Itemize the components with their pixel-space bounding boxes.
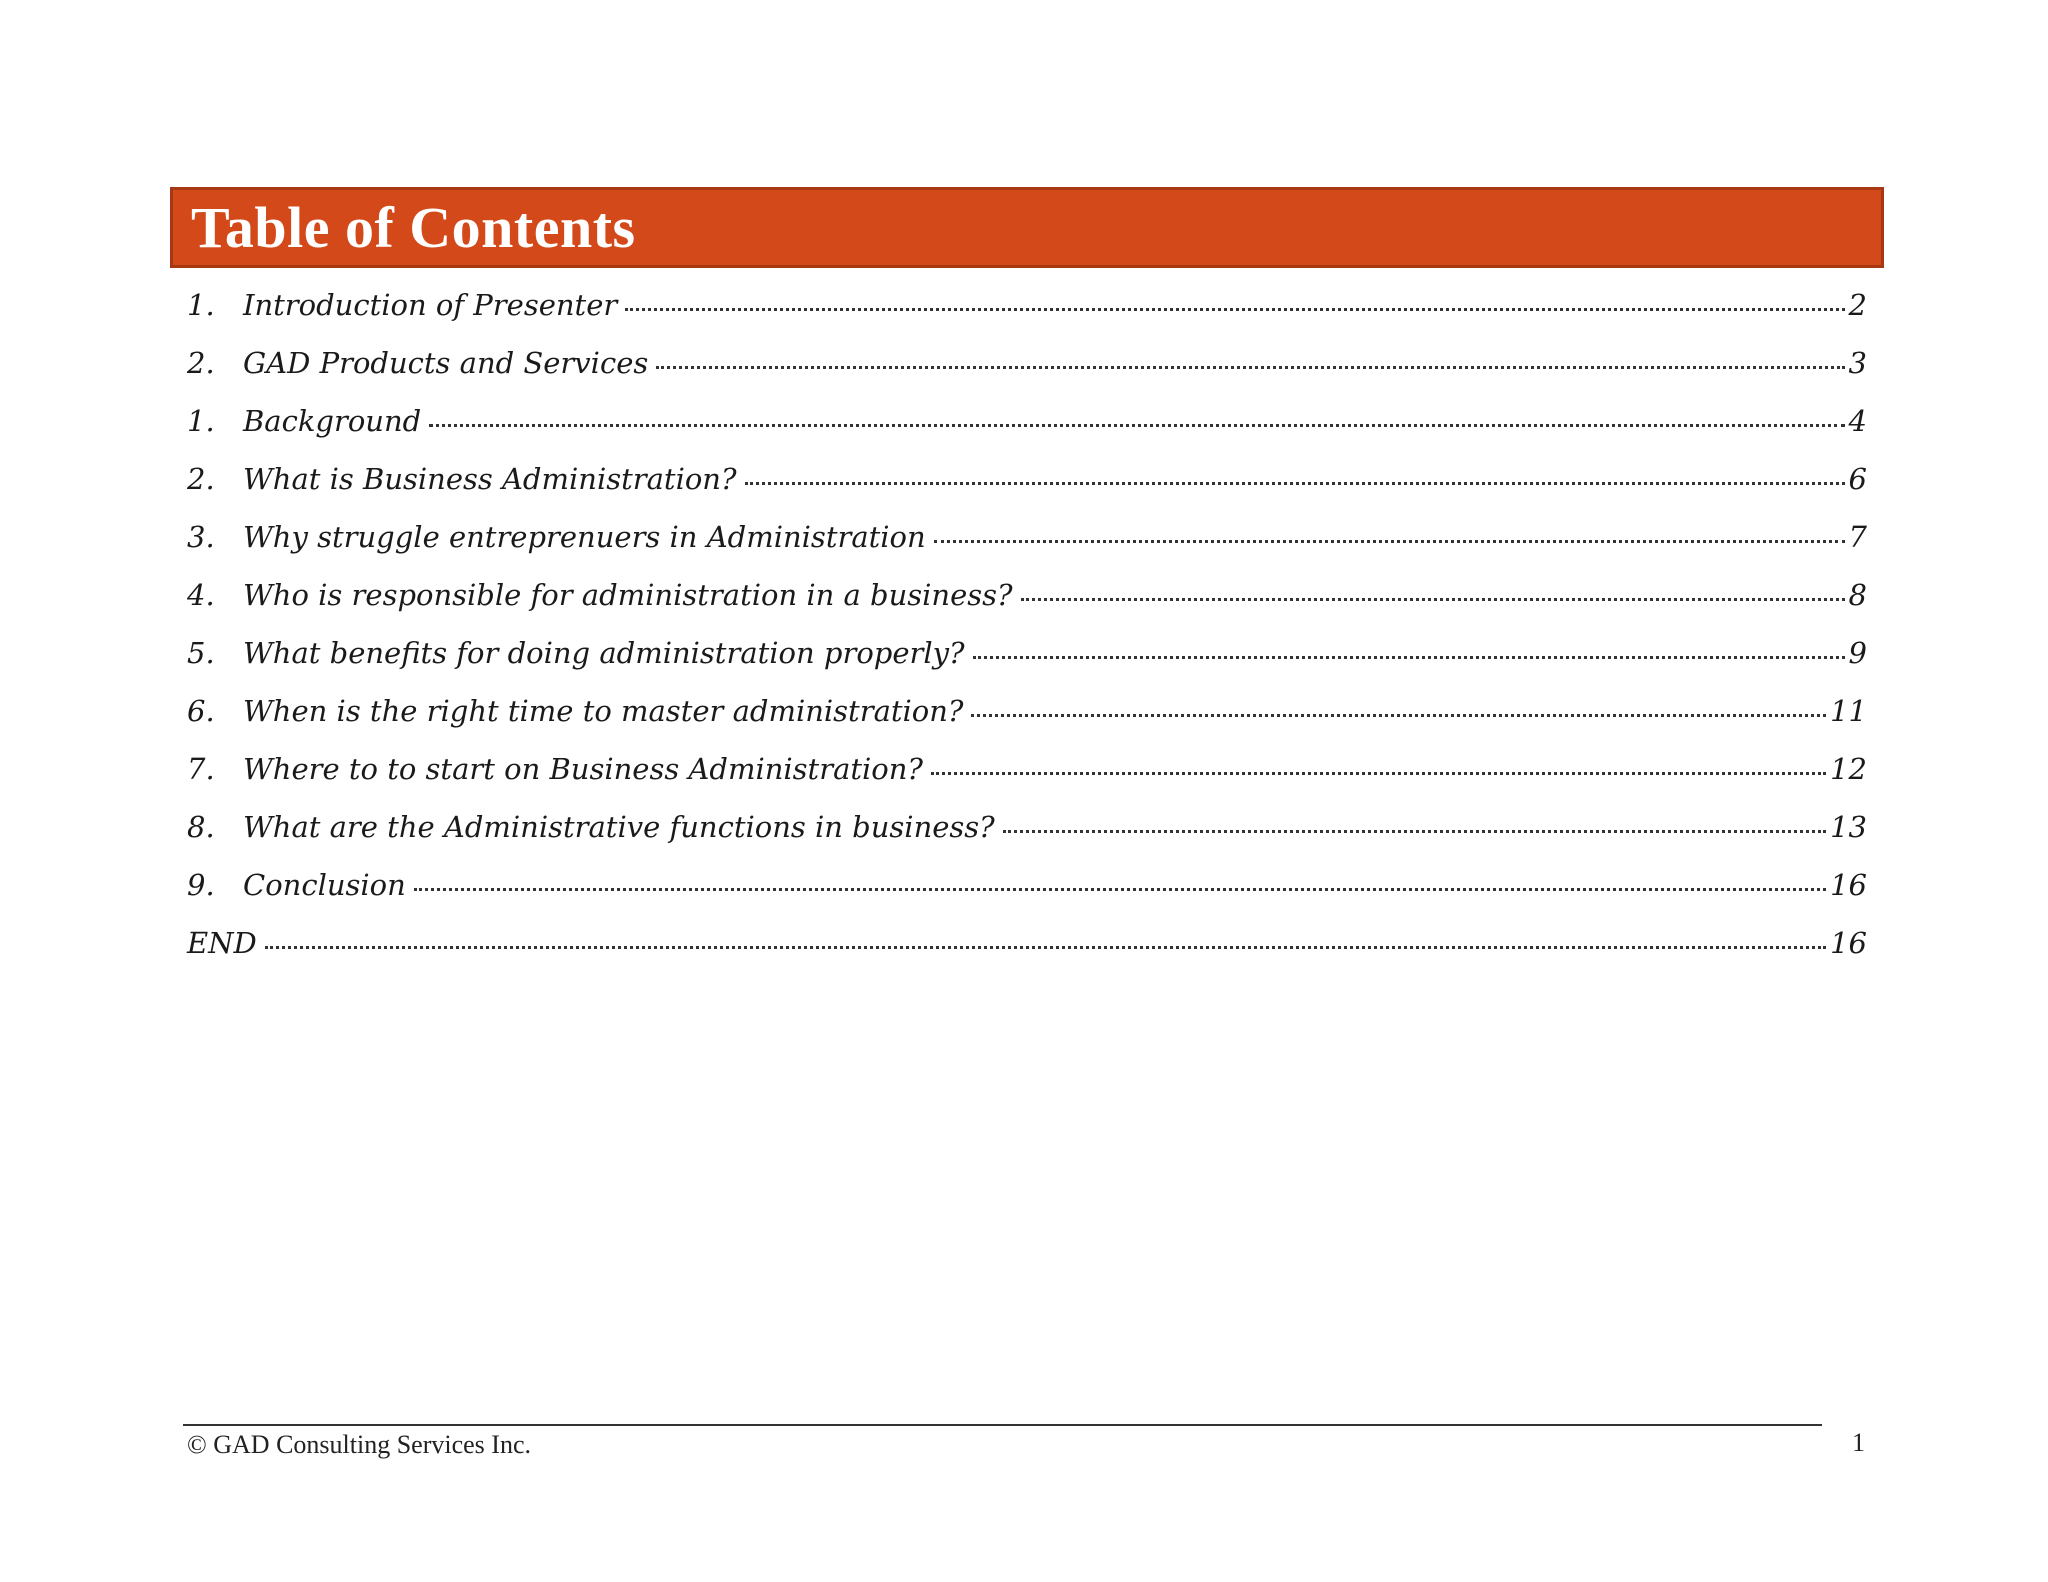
- toc-entry[interactable]: [187, 404, 1867, 462]
- toc-entry-page: 13: [1830, 810, 1867, 844]
- toc-entry-number: 9.: [187, 868, 215, 902]
- toc-entry-number: 2.: [187, 462, 215, 496]
- toc-entry[interactable]: [187, 810, 1867, 868]
- toc-entry-page: 12: [1830, 752, 1867, 786]
- toc-dot-leader: [934, 539, 1845, 543]
- toc-entry-label: Background: [243, 404, 422, 438]
- toc-entry-number: 1.: [187, 404, 215, 438]
- toc-entry-label: What benefits for doing administration properly?: [243, 636, 965, 670]
- toc-entry-page: 4: [1848, 404, 1867, 438]
- toc-entry-number: 2.: [187, 346, 215, 380]
- toc-entry-label: Conclusion: [243, 868, 406, 902]
- toc-entry-page: 3: [1848, 346, 1867, 380]
- toc-entry-page: 16: [1830, 926, 1867, 960]
- toc-entry-label: END: [187, 926, 257, 960]
- toc-entry-number: 6.: [187, 694, 215, 728]
- toc-entry[interactable]: [187, 462, 1867, 520]
- toc-entry-number: 4.: [187, 578, 215, 612]
- toc-entry-number: 5.: [187, 636, 215, 670]
- toc-entry-number: 3.: [187, 520, 215, 554]
- toc-dot-leader: [414, 887, 1826, 891]
- toc-entry-page: 16: [1830, 868, 1867, 902]
- toc-entry-page: 8: [1848, 578, 1867, 612]
- page-title: Table of Contents: [191, 194, 636, 260]
- footer-divider: [183, 1424, 1822, 1426]
- toc-entry-label: Where to to start on Business Administration?: [243, 752, 923, 786]
- toc-entry[interactable]: [187, 752, 1867, 810]
- toc-entry-page: 11: [1830, 694, 1867, 728]
- toc-entry-page: 9: [1848, 636, 1867, 670]
- toc-entry-label: What are the Administrative functions in business?: [243, 810, 995, 844]
- toc-dot-leader: [265, 945, 1826, 949]
- toc-entry-number: 1.: [187, 288, 215, 322]
- toc-entry-end[interactable]: [187, 926, 1867, 984]
- toc-dot-leader: [971, 713, 1826, 717]
- toc-dot-leader: [973, 655, 1845, 659]
- toc-entry[interactable]: [187, 346, 1867, 404]
- toc-entry[interactable]: [187, 636, 1867, 694]
- toc-entry-number: 7.: [187, 752, 215, 786]
- toc-header-banner: [170, 187, 1884, 268]
- toc-entry[interactable]: [187, 578, 1867, 636]
- footer-copyright: © GAD Consulting Services Inc.: [187, 1430, 531, 1459]
- toc-entry[interactable]: [187, 520, 1867, 578]
- toc-entry-page: 2: [1848, 288, 1867, 322]
- toc-entry-label: When is the right time to master administration?: [243, 694, 964, 728]
- toc-list: [187, 288, 1867, 984]
- toc-dot-leader: [745, 481, 1845, 485]
- toc-entry[interactable]: [187, 868, 1867, 926]
- toc-dot-leader: [656, 365, 1844, 369]
- toc-dot-leader: [1003, 829, 1826, 833]
- toc-dot-leader: [931, 771, 1826, 775]
- toc-entry-number: 8.: [187, 810, 215, 844]
- toc-entry[interactable]: [187, 694, 1867, 752]
- toc-dot-leader: [429, 423, 1844, 427]
- toc-entry-label: GAD Products and Services: [243, 346, 649, 380]
- toc-dot-leader: [625, 307, 1844, 311]
- toc-entry-page: 7: [1848, 520, 1867, 554]
- toc-entry-label: Why struggle entreprenuers in Administration: [243, 520, 926, 554]
- toc-entry[interactable]: [187, 288, 1867, 346]
- toc-dot-leader: [1021, 597, 1845, 601]
- page-number: 1: [1852, 1428, 1865, 1457]
- toc-entry-label: What is Business Administration?: [243, 462, 737, 496]
- toc-entry-page: 6: [1848, 462, 1867, 496]
- toc-entry-label: Who is responsible for administration in a business?: [243, 578, 1013, 612]
- toc-entry-label: Introduction of Presenter: [243, 288, 618, 322]
